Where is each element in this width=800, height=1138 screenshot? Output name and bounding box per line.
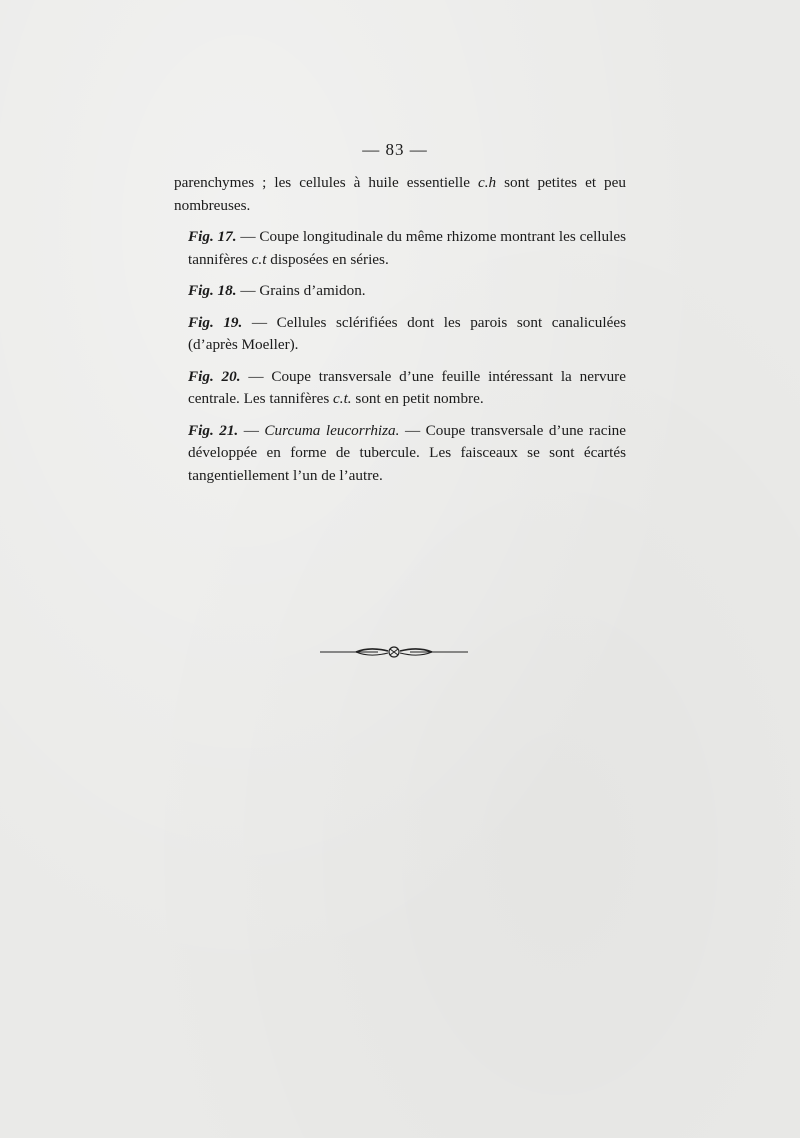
figure-label: Fig. 18. [188, 282, 237, 299]
ornament-divider [318, 640, 470, 664]
text-run: — Grains d’amidon. [236, 282, 366, 299]
figure-label: Fig. 20. [188, 367, 241, 385]
paragraph [174, 280, 626, 303]
text-run: disposées en séries. [266, 250, 389, 268]
text-run: sont en petit nombre. [351, 390, 484, 407]
text-run: — [238, 421, 265, 439]
text-run: — Coupe transversale d’une feuille intéressant la nervure centrale. Les tannifères [188, 367, 626, 407]
paragraph [174, 226, 626, 271]
paragraph [174, 420, 626, 488]
italic-text: c.t [251, 250, 267, 268]
text-run: sont petites et peu nombreuses. [174, 174, 626, 214]
italic-text: Curcuma leucorrhiza. [264, 421, 400, 439]
paragraph [174, 172, 626, 217]
body-text [174, 172, 626, 496]
figure-label: Fig. 21. [188, 421, 239, 439]
italic-text: c.t. [333, 390, 352, 407]
paragraph [174, 312, 626, 357]
paragraph [174, 366, 626, 411]
figure-label: Fig. 19. [188, 313, 243, 331]
text-run: — Cellules sclérifiées dont les parois sont canaliculées (d’après Moeller). [188, 313, 626, 353]
text-run: — Coupe longitudinale du même rhizome montrant les cellules tannifères [188, 228, 626, 268]
text-run: — Coupe transversale d’une racine développée en forme de tubercule. Les faisceaux se sont écartés tangentiellement l’un de l’autre. [188, 421, 626, 484]
text-run: parenchymes ; les cellules à huile essentielle [174, 174, 478, 191]
page-number: — 83 — [362, 140, 428, 159]
figure-label: Fig. 17. [188, 228, 237, 245]
italic-text: c.h [477, 174, 497, 191]
